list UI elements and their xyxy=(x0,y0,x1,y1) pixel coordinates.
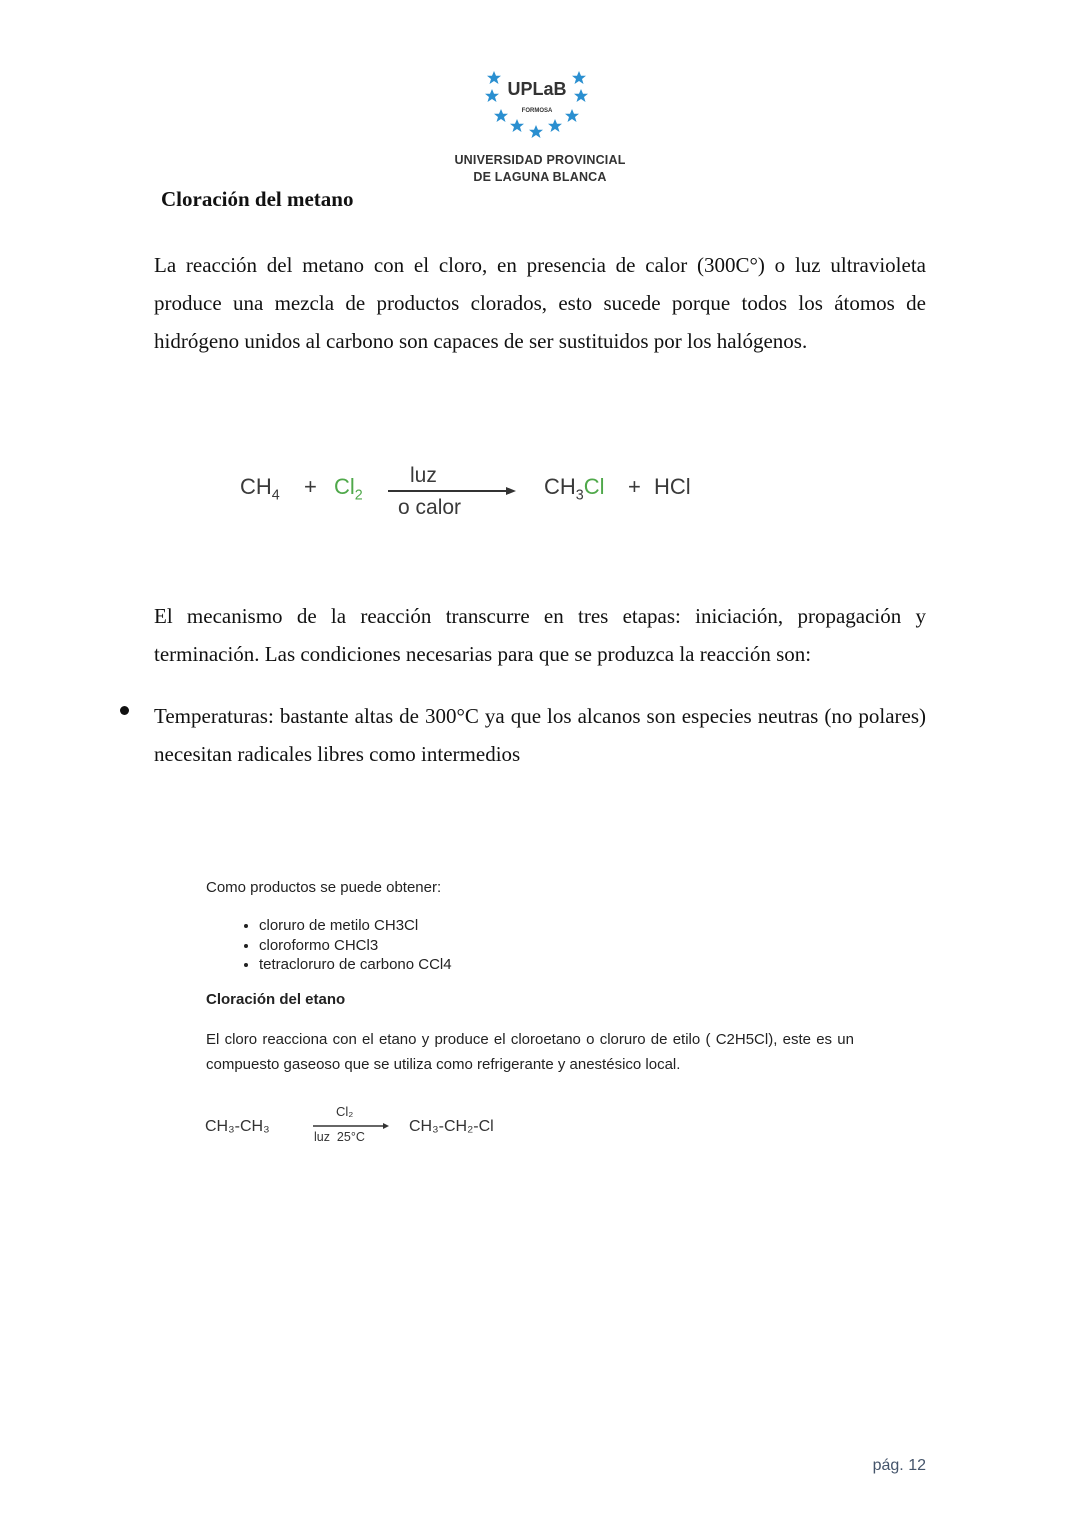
arrow-bottom-label: luz 25°C xyxy=(314,1130,365,1144)
logo-name: UPLaB xyxy=(507,79,567,99)
products-list xyxy=(205,916,452,975)
reaction-arrow-icon xyxy=(313,1122,389,1130)
star-ring-icon xyxy=(480,64,600,144)
mechanism-paragraph: El mecanismo de la reacción transcurre en tres etapas: iniciación, propagación y terminación. Las condiciones necesarias para que se produzca la reacción son: xyxy=(154,604,926,666)
section-title: Cloración del metano xyxy=(161,187,354,211)
temperature-bullet: Temperaturas: bastante altas de 300°C ya que los alcanos son especies neutras (no polares) necesitan radicales libres como intermedios xyxy=(154,704,926,766)
product-ch3cl: $CH_3Cl$ xyxy=(544,474,605,504)
ethane-paragraph: El cloro reacciona con el etano y produce el cloroetano o cloruro de etilo ( C2H5Cl), este es un compuesto gaseoso que se utiliza como refrigerante y anestésico local. xyxy=(206,1031,854,1073)
ethane-chlorination-equation xyxy=(205,1104,535,1148)
page-number: pág. 12 xyxy=(872,1457,926,1474)
university-line-1: UNIVERSIDAD PROVINCIAL xyxy=(454,153,626,167)
reactant-cl2: $Cl_2$ xyxy=(334,474,363,504)
ethane-subtitle: Cloración del etano xyxy=(206,991,346,1008)
product-hcl: HCl xyxy=(654,474,691,499)
arrow-top-label: Cl₂ xyxy=(336,1104,354,1119)
plus-sign: + xyxy=(628,474,641,499)
arrow-bottom-label: o calor xyxy=(398,496,462,519)
arrow-top-label: luz xyxy=(410,464,437,487)
list-item: • cloroformo CHCl3 xyxy=(259,936,452,956)
methane-chlorination-equation xyxy=(238,462,718,526)
bullet-icon xyxy=(120,706,129,715)
plus-sign: + xyxy=(304,474,317,499)
reactant-ethane: CH₃-CH₃ xyxy=(205,1118,270,1135)
intro-paragraph: La reacción del metano con el cloro, en presencia de calor (300C°) o luz ultravioleta produce una mezcla de productos clorados, esto sucede porque todos los átomos de hidrógeno unidos al carbono son capaces de ser sustituidos por los halógenos. xyxy=(154,253,926,353)
reactant-ch4: $CH_4$ xyxy=(240,474,280,504)
product-chloroethane: CH₃-CH₂-Cl xyxy=(409,1118,494,1135)
logo-location: FORMOSA xyxy=(521,108,553,114)
list-item: • tetracloruro de carbono CCl4 xyxy=(259,955,452,975)
university-logo xyxy=(440,64,640,188)
products-intro: Como productos se puede obtener: xyxy=(206,879,442,896)
reaction-arrow-icon xyxy=(388,486,516,496)
university-line-2: DE LAGUNA BLANCA xyxy=(473,170,607,184)
list-item: • cloruro de metilo CH3Cl xyxy=(259,916,452,936)
